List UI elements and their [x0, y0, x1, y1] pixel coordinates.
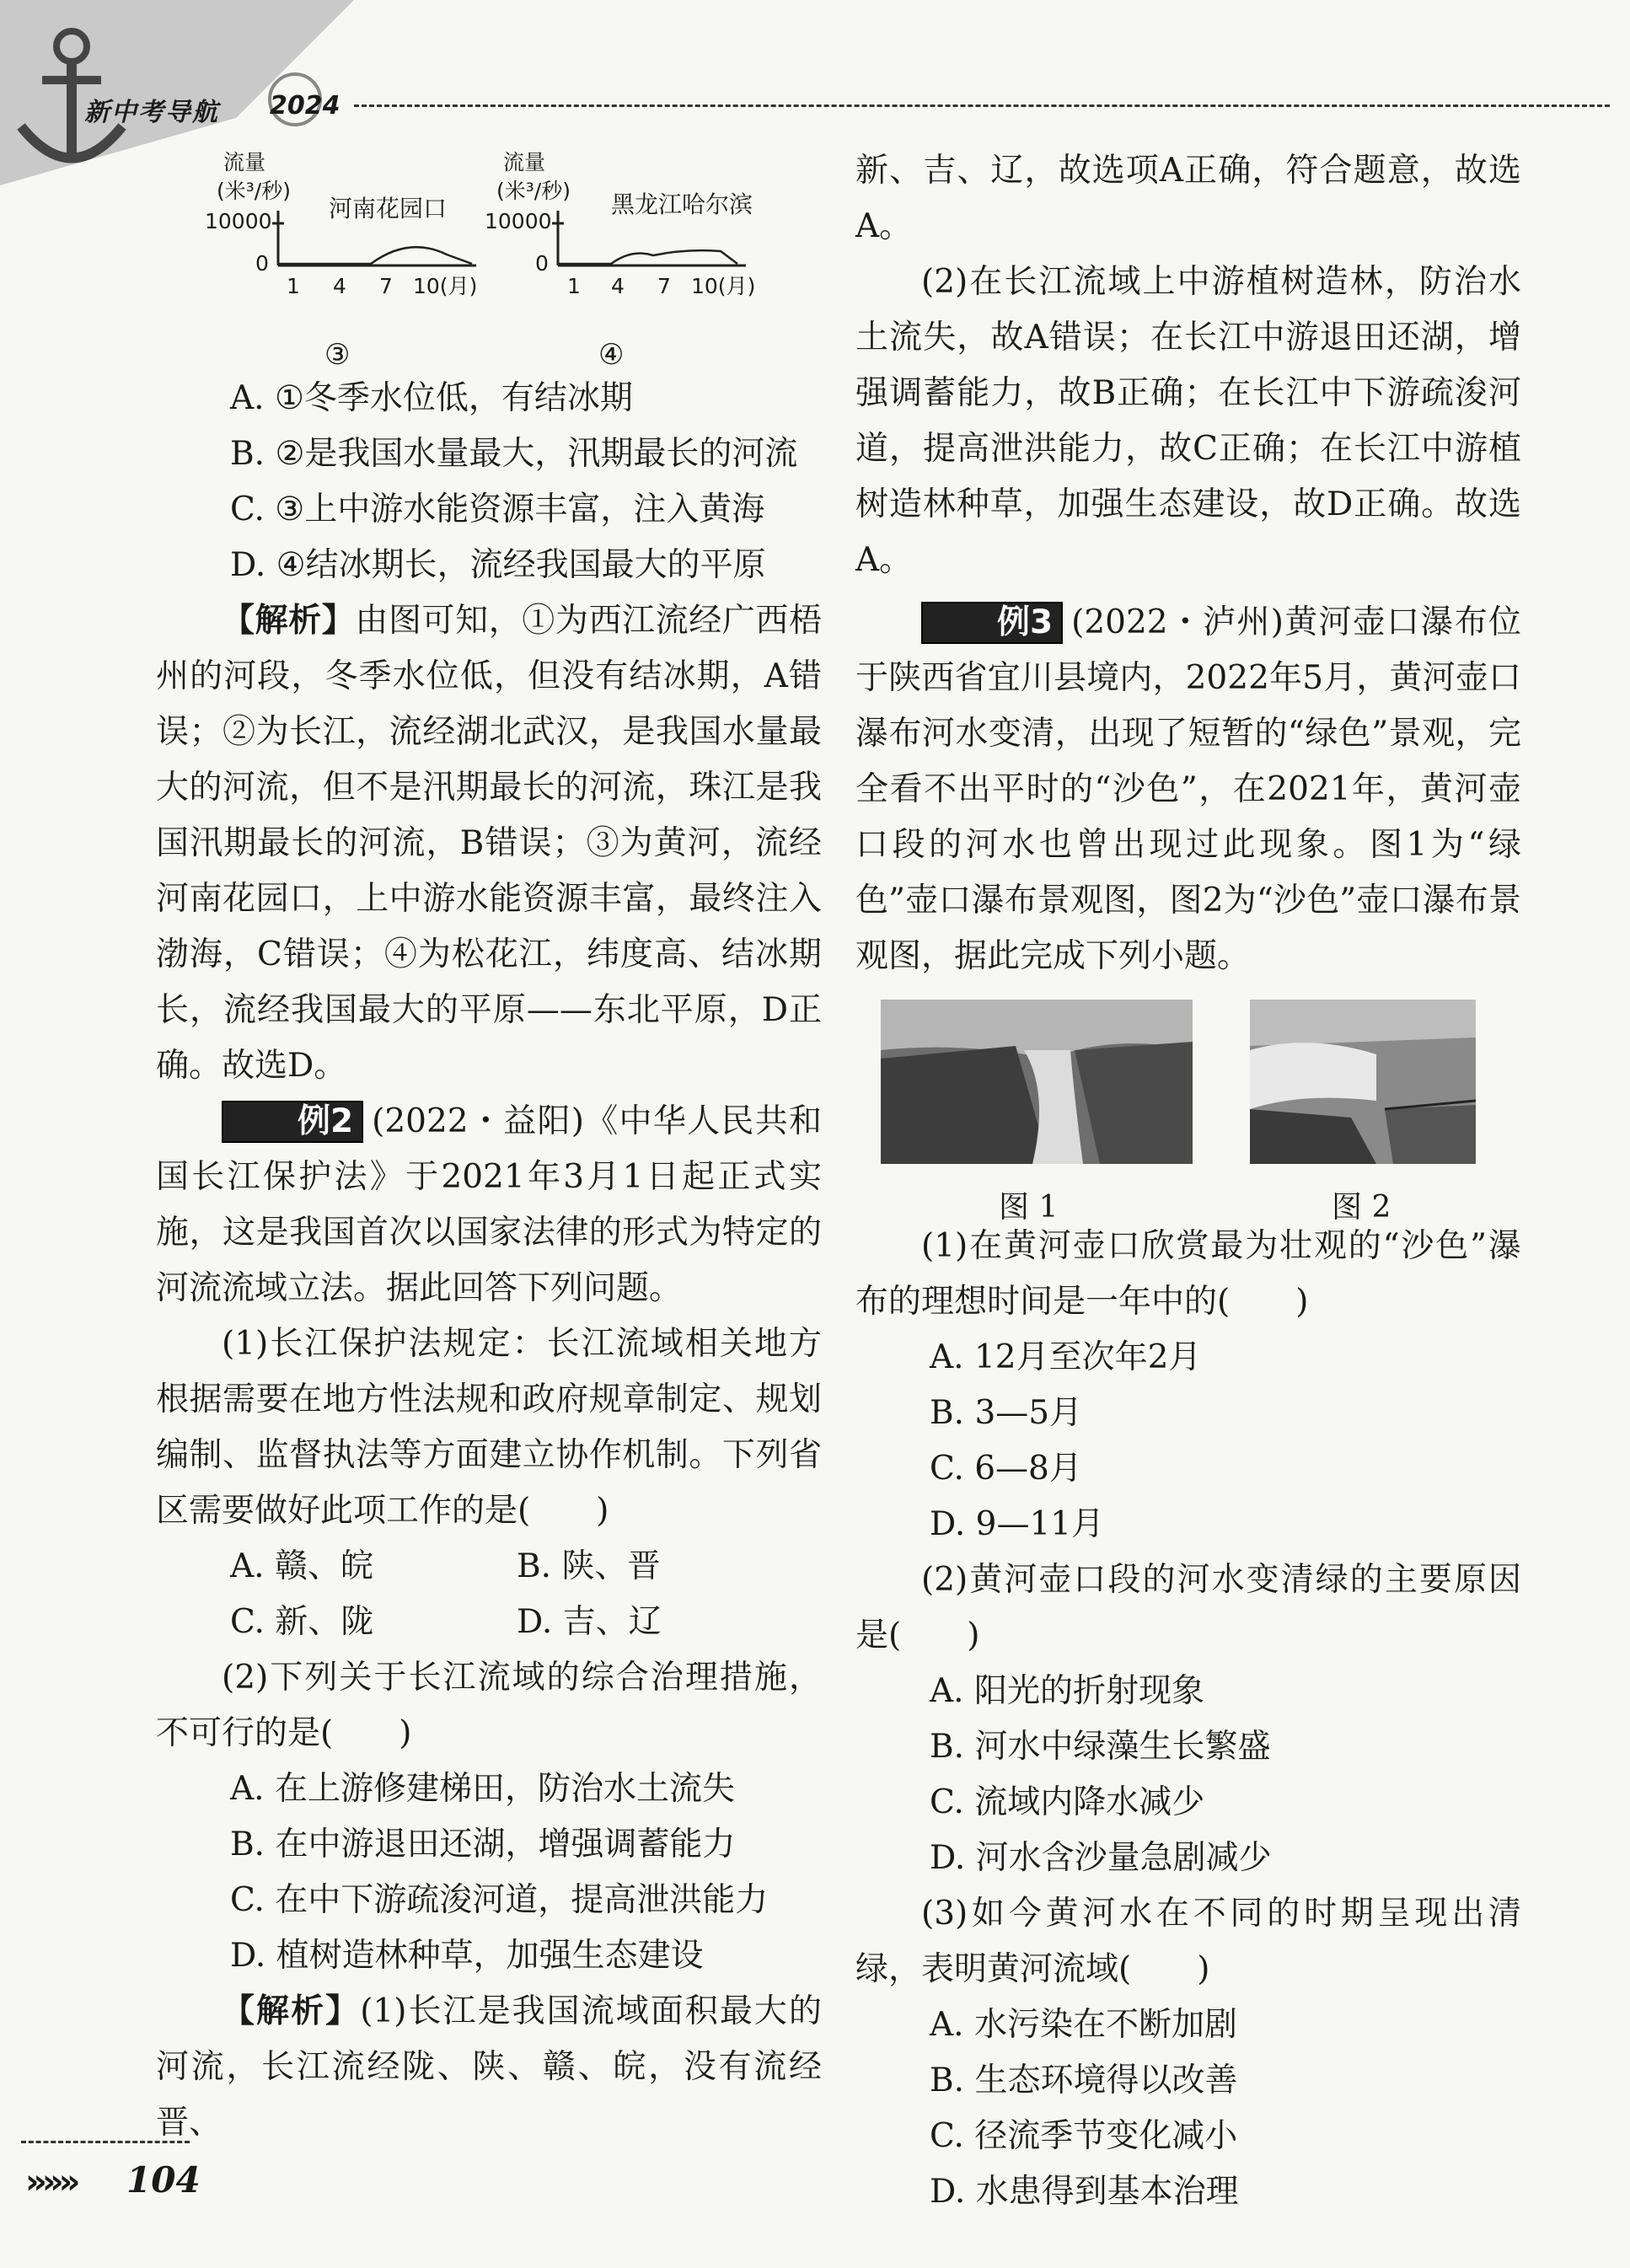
question-2: (2)黄河壶口段的河水变清绿的主要原因是( )	[855, 1561, 1521, 1654]
chart4-title: 黑龙江哈尔滨	[611, 190, 753, 218]
analysis-label: 【解析】	[222, 1992, 361, 2030]
example-2	[156, 1094, 822, 1316]
chart3-xtick: 10(月)	[413, 274, 478, 298]
right-column	[855, 143, 1521, 2220]
figure-2-caption: 图 2	[1332, 1190, 1391, 1225]
chart4-xtick: 7	[657, 274, 671, 298]
example-3	[855, 595, 1521, 984]
options-row	[156, 1595, 822, 1650]
analysis-part-2: (2)在长江流域上中游植树造林，防治水土流失，故A错误；在长江中游退田还湖，增强调蓄能力，故B正确；在长江中下游疏浚河道，提高泄洪能力，故C正确；在长江中游植树造林种草，加强生态建设，故D正确。故选A。	[855, 263, 1521, 579]
option-d: D. ④结冰期长，流经我国最大的平原	[230, 546, 766, 584]
chart3-xtick: 4	[333, 274, 346, 298]
example-text: (2022・泸州)黄河壶口瀑布位于陕西省宜川县境内，2022年5月，黄河壶口瀑布河水变清，出现了短暂的“绿色”景观，完全看不出平时的“沙色”，在2021年，黄河壶口段的河水也曾出现过此现象。图1为“绿色”壶口瀑布景观图，图2为“沙色”壶口瀑布景观图，据此完成下列小题。	[855, 603, 1521, 975]
option-a: A. 阳光的折射现象	[930, 1672, 1204, 1710]
analysis-text: (1)长江是我国流域面积最大的河流，长江流经陇、陕、赣、皖，没有流经晋、	[156, 1992, 822, 2142]
chart3-ylabel: 流量	[223, 150, 266, 174]
header-divider	[354, 105, 1610, 107]
option-b: B. 在中游退田还湖，增强调蓄能力	[230, 1826, 736, 1863]
option-d: D. 水患得到基本治理	[930, 2173, 1239, 2211]
chart4-ylabel: 流量	[503, 150, 546, 174]
option-b: B. 陕、晋	[517, 1547, 661, 1585]
option-a: A. 在上游修建梯田，防治水土流失	[230, 1770, 735, 1808]
chart3-title: 河南花园口	[329, 195, 448, 223]
option-d: D. 吉、辽	[517, 1603, 662, 1641]
chart3-xtick: 7	[379, 274, 393, 298]
header-year: 2024	[270, 91, 340, 121]
footer-divider	[21, 2141, 190, 2143]
option-a: A. 水污染在不断加剧	[930, 2006, 1237, 2044]
example-text: (2022・益阳)《中华人民共和国长江保护法》于2021年3月1日起正式实施，这是我国首次以国家法律的形式为特定的河流流域立法。据此回答下列问题。	[156, 1102, 822, 1307]
option-c: C. 径流季节变化减小	[930, 2117, 1238, 2155]
chart3-ytick-zero: 0	[255, 251, 269, 276]
figure-2-photo	[1250, 1000, 1476, 1164]
chart4-ytick-top: 10000	[485, 209, 552, 233]
question-1: (1)在黄河壶口欣赏最为壮观的“沙色”瀑布的理想时间是一年中的( )	[855, 1227, 1521, 1321]
chart4-xtick: 4	[611, 274, 625, 298]
option-a: A. 赣、皖	[230, 1547, 373, 1585]
charts-row	[156, 143, 822, 371]
option-b: B. ②是我国水量最大，汛期最长的河流	[230, 435, 798, 473]
chart-huayuankou	[156, 143, 493, 371]
figure-1-photo	[881, 1000, 1193, 1164]
analysis-continued: 新、吉、辽，故选项A正确，符合题意，故选A。	[855, 152, 1521, 245]
chart4-xtick: 10(月)	[691, 274, 756, 298]
chart3-number: ③	[324, 338, 351, 372]
analysis-1	[156, 593, 822, 1094]
option-c: C. 6—8月	[930, 1450, 1082, 1488]
option-b: B. 生态环境得以改善	[930, 2062, 1238, 2099]
page-number: 104	[126, 2159, 201, 2201]
option-c: C. 在中下游疏浚河道，提高泄洪能力	[230, 1881, 769, 1919]
option-a: A. 12月至次年2月	[930, 1338, 1202, 1376]
question-3: (3)如今黄河水在不同的时期呈现出清绿，表明黄河流域( )	[855, 1895, 1521, 1988]
left-column	[156, 143, 822, 2151]
example-label: 例3	[921, 602, 1063, 644]
chart4-ytick-zero: 0	[535, 251, 549, 276]
option-d: D. 河水含沙量急剧减少	[930, 1839, 1272, 1877]
chart3-yunit: (米³/秒)	[217, 179, 291, 203]
question-1: (1)长江保护法规定：长江流域相关地方根据需要在地方性法规和政府规章制定、规划编制、监督执法等方面建立协作机制。下列省区需要做好此项工作的是( )	[156, 1325, 822, 1530]
footer-arrows-icon: »»»	[25, 2163, 76, 2201]
chart4-yunit: (米³/秒)	[496, 179, 571, 203]
chart3-ytick-top: 10000	[205, 209, 272, 233]
analysis-label: 【解析】	[222, 602, 356, 640]
question-2: (2)下列关于长江流域的综合治理措施，不可行的是( )	[156, 1659, 822, 1752]
analysis-2	[156, 1984, 822, 2151]
header-title: 新中考导航	[84, 98, 219, 127]
option-a: A. ①冬季水位低，有结冰期	[230, 379, 633, 417]
option-b: B. 3—5月	[930, 1394, 1083, 1432]
chart4-number: ④	[598, 338, 625, 372]
analysis-text: 由图可知，①为西江流经广西梧州的河段，冬季水位低，但没有结冰期，A错误；②为长江，流经湖北武汉，是我国水量最大的河流，但不是汛期最长的河流，珠江是我国汛期最长的河流，B错误；③为黄河，流经河南花园口，上中游水能资源丰富，最终注入渤海，C错误；④为松花江，纬度高、结冰期长，流经我国最大的平原——东北平原，D正确。故选D。	[156, 602, 822, 1085]
chart-harbin	[485, 143, 830, 372]
chart4-xtick: 1	[567, 274, 581, 298]
figure-1-caption: 图 1	[999, 1190, 1059, 1225]
option-c: C. ③上中游水能资源丰富，注入黄海	[230, 491, 765, 528]
option-d: D. 9—11月	[930, 1505, 1105, 1543]
chart3-xtick: 1	[287, 274, 300, 298]
option-c: C. 流域内降水减少	[930, 1783, 1205, 1821]
option-d: D. 植树造林种草，加强生态建设	[230, 1937, 704, 1975]
options-row	[156, 1539, 822, 1595]
example-label: 例2	[222, 1101, 363, 1143]
option-c: C. 新、陇	[230, 1603, 374, 1641]
option-b: B. 河水中绿藻生长繁盛	[930, 1728, 1271, 1766]
figures	[855, 1000, 1521, 1225]
